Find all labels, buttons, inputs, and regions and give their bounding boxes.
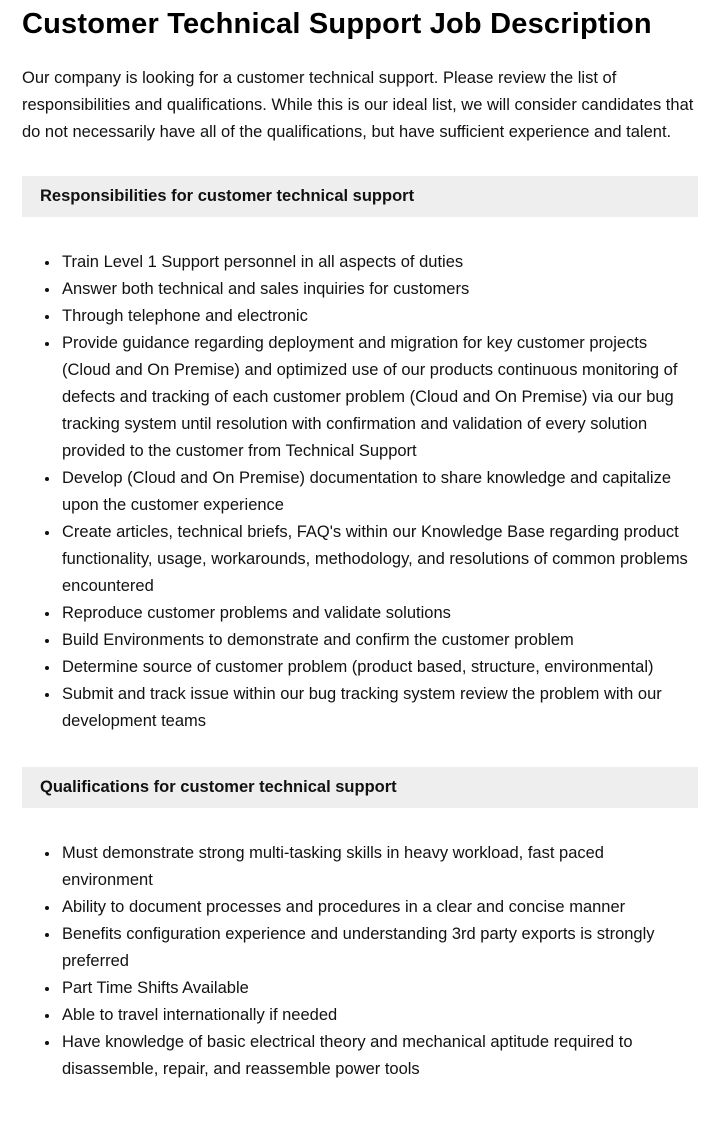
- responsibilities-list: [22, 249, 698, 735]
- list-item: • Develop (Cloud and On Premise) documentation to share knowledge and capitalize upon the customer experience: [60, 465, 698, 519]
- list-item: • Build Environments to demonstrate and confirm the customer problem: [60, 627, 698, 654]
- list-item: • Ability to document processes and procedures in a clear and concise manner: [60, 894, 698, 921]
- list-item: • Train Level 1 Support personnel in all aspects of duties: [60, 249, 698, 276]
- page-title: Customer Technical Support Job Description: [22, 8, 652, 40]
- list-item: • Benefits configuration experience and understanding 3rd party exports is strongly preferred: [60, 921, 698, 975]
- list-item: • Must demonstrate strong multi-tasking skills in heavy workload, fast paced environment: [60, 840, 698, 894]
- list-item: • Create articles, technical briefs, FAQ's within our Knowledge Base regarding product functionality, usage, workarounds, methodology, and resolutions of common problems encountered: [60, 519, 698, 600]
- list-item: • Provide guidance regarding deployment and migration for key customer projects (Cloud and On Premise) and optimized use of our products continuous monitoring of defects and tracking of each customer problem (Cloud and On Premise) via our bug tracking system until resolution with confirmation and validation of every solution provided to the customer from Technical Support: [60, 330, 698, 465]
- qualifications-list: [22, 840, 698, 1083]
- intro-paragraph: Our company is looking for a customer technical support. Please review the list of responsibilities and qualifications. While this is our ideal list, we will consider candidates that do not necessarily have all of the qualifications, but have sufficient experience and talent.: [22, 69, 694, 141]
- list-item: • Through telephone and electronic: [60, 303, 698, 330]
- list-item: • Part Time Shifts Available: [60, 975, 698, 1002]
- list-item: • Able to travel internationally if needed: [60, 1002, 698, 1029]
- list-item: • Determine source of customer problem (product based, structure, environmental): [60, 654, 698, 681]
- list-item: • Reproduce customer problems and validate solutions: [60, 600, 698, 627]
- list-item: • Submit and track issue within our bug tracking system review the problem with our development teams: [60, 681, 698, 735]
- qualifications-section-header: Qualifications for customer technical support: [22, 767, 698, 808]
- list-item: • Answer both technical and sales inquiries for customers: [60, 276, 698, 303]
- list-item: • Have knowledge of basic electrical theory and mechanical aptitude required to disassemble, repair, and reassemble power tools: [60, 1029, 698, 1083]
- responsibilities-section-header: Responsibilities for customer technical support: [22, 176, 698, 217]
